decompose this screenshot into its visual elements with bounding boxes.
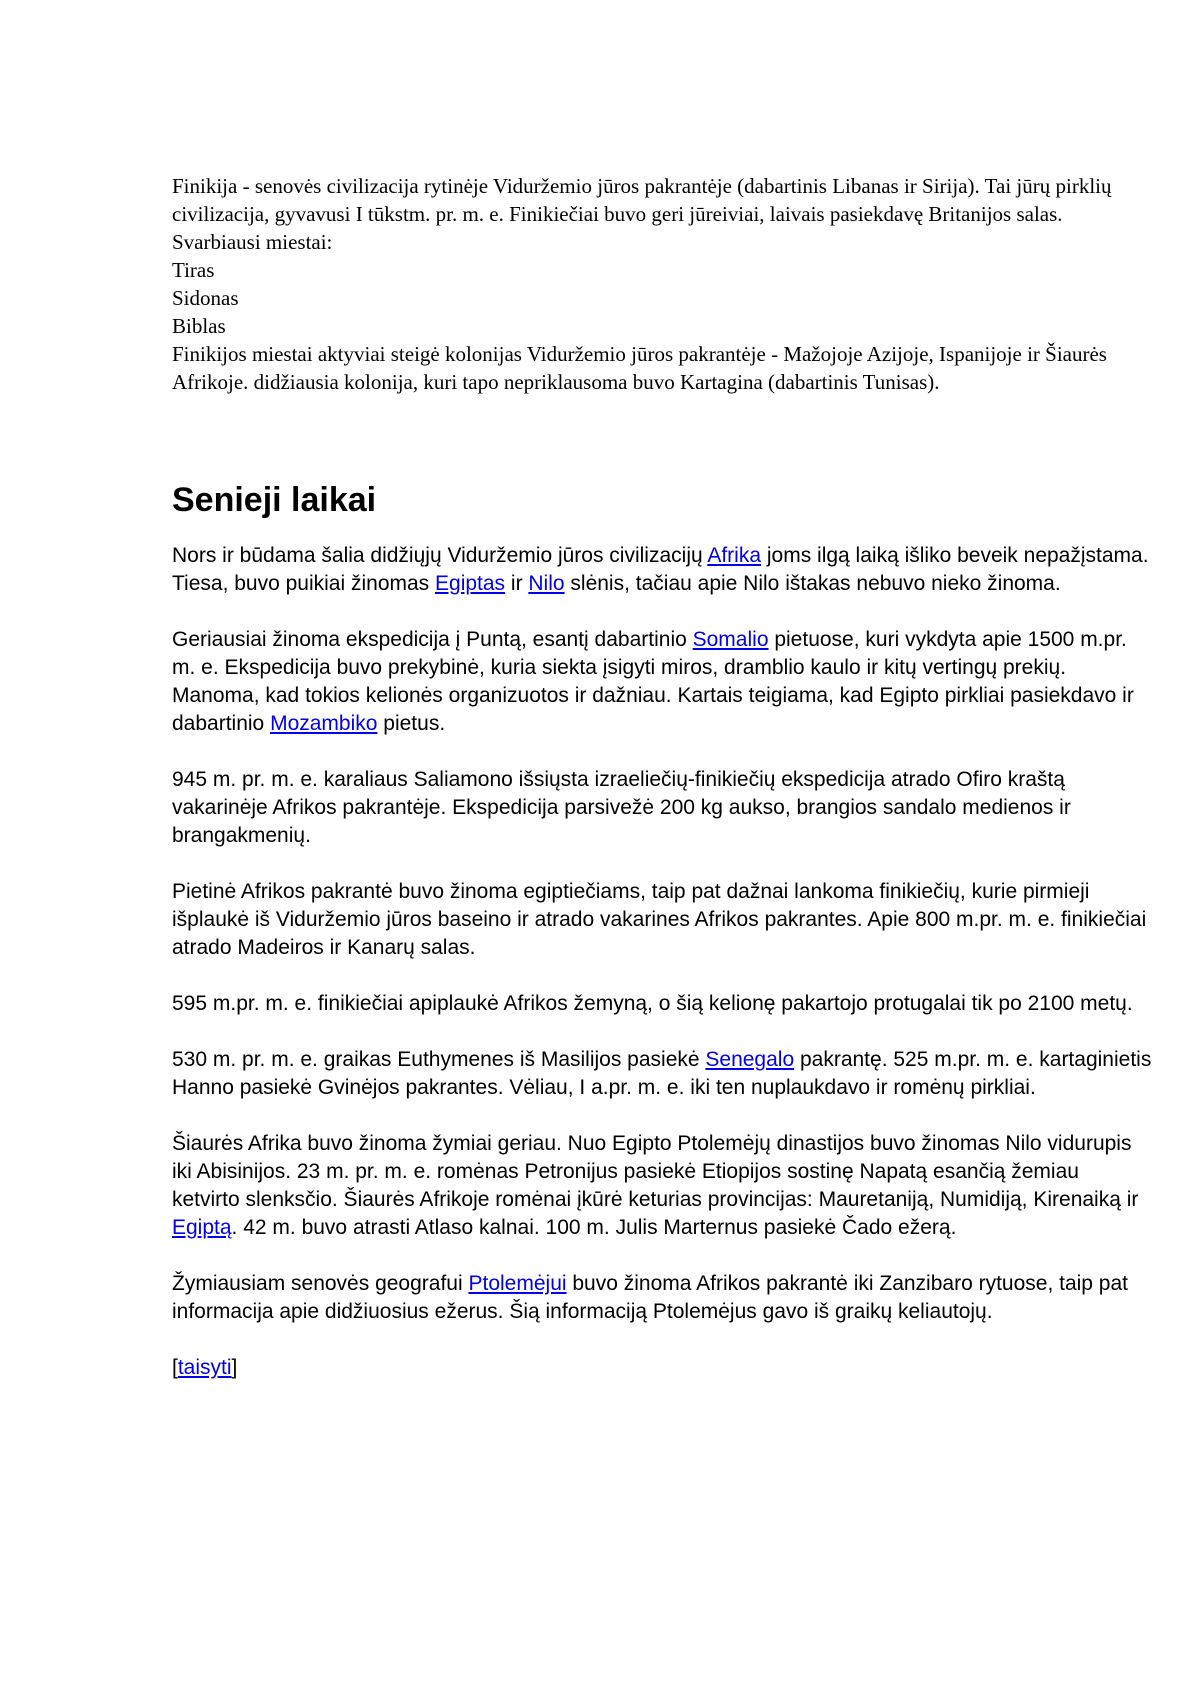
paragraph-ofiras: 945 m. pr. m. e. karaliaus Saliamono išsiųsta izraeliečių-finikiečių ekspedicija atrado Ofiro kraštą vakarinėje Afrikos pakrantėje. Ekspedicija parsivežė 200 kg aukso, brangios sandalo medienos ir brangakmenių. bbox=[172, 768, 1071, 847]
link-mozambiko[interactable]: Mozambiko bbox=[270, 712, 378, 735]
link-egipta[interactable]: Egiptą bbox=[172, 1216, 232, 1239]
paragraph-apiplaukimas: 595 m.pr. m. e. finikiečiai apiplaukė Afrikos žemyną, o šią kelionę pakartojo protugalai tik po 2100 metų. bbox=[172, 992, 1133, 1015]
paragraph-puntas: Geriausiai žinoma ekspedicija į Puntą, esantį dabartinio Somalio pietuose, kuri vykdyta apie 1500 m.pr. m. e. Ekspedicija buvo prekybinė, kuria siekta įsigyti miros, dramblio kaulo ir kitų vertingų prekių. Manoma, kad tokios kelionės organizuotos ir dažniau. Kartais teigiama, kad Egipto pirkliai pasiekdavo ir dabartinio Mozambiko pietus. bbox=[172, 628, 1134, 735]
link-ptolemejui[interactable]: Ptolemėjui bbox=[468, 1272, 567, 1295]
section-heading: Senieji laikai bbox=[172, 481, 377, 519]
paragraph-africa: Nors ir būdama šalia didžiųjų Viduržemio jūros civilizacijų Afrika joms ilgą laiką išliko beveik nepažįstama. Tiesa, buvo puikiai žinomas Egiptas ir Nilo slėnis, tačiau apie Nilo ištakas nebuvo nieko žinoma. bbox=[172, 544, 1149, 595]
document-page bbox=[172, 172, 1152, 1410]
list-item: Tiras bbox=[172, 258, 215, 282]
paragraph-siaures-afrika: Šiaurės Afrika buvo žinoma žymiai geriau. Nuo Egipto Ptolemėjų dinastijos buvo žinomas Nilo vidurupis iki Abisinijos. 23 m. pr. m. e. romėnas Petronijus pasiekė Etiopijos sostinę Napatą esančią žemiau ketvirto slenksčio. Šiaurės Afrikoje romėnai įkūrė keturias provincijas: Mauretaniją, Numidiją, Kirenaiką ir Egiptą. 42 m. buvo atrasti Atlaso kalnai. 100 m. Julis Marternus pasiekė Čado ežerą. bbox=[172, 1132, 1139, 1239]
colonies-paragraph: Finikijos miestai aktyviai steigė kolonijas Viduržemio jūros pakrantėje - Mažojoje Azijoje, Ispanijoje ir Šiaurės Afrikoje. didžiausia kolonija, kuri tapo nepriklausoma buvo Kartagina (dabartinis Tunisas). bbox=[172, 342, 1107, 394]
paragraph-ptolemejus: Žymiausiam senovės geografui Ptolemėjui buvo žinoma Afrikos pakrantė iki Zanzibaro rytuose, taip pat informacija apie didžiuosius ežerus. Šią informaciją Ptolemėjus gavo iš graikų keliautojų. bbox=[172, 1272, 1128, 1323]
city-list bbox=[172, 256, 1152, 340]
link-afrika[interactable]: Afrika bbox=[707, 544, 762, 567]
edit-link[interactable]: taisyti bbox=[177, 1356, 232, 1379]
link-egiptas[interactable]: Egiptas bbox=[435, 572, 506, 595]
intro-paragraph: Finikija - senovės civilizacija rytinėje Viduržemio jūros pakrantėje (dabartinis Libanas ir Sirija). Tai jūrų pirklių civilizacija, gyvavusi I tūkstm. pr. m. e. Finikiečiai buvo geri jūreiviai, laivais pasiekdavę Britanijos salas. Svarbiausi miestai: bbox=[172, 174, 1112, 254]
paragraph-pietine: Pietinė Afrikos pakrantė buvo žinoma egiptiečiams, taip pat dažnai lankoma finikiečių, kurie pirmieji išplaukė iš Viduržemio jūros baseino ir atrado vakarines Afrikos pakrantes. Apie 800 m.pr. m. e. finikiečiai atrado Madeiros ir Kanarų salas. bbox=[172, 880, 1147, 959]
intro-block bbox=[172, 172, 1152, 396]
paragraph-euthymenes: 530 m. pr. m. e. graikas Euthymenes iš Masilijos pasiekė Senegalo pakrantę. 525 m.pr. m. e. kartaginietis Hanno pasiekė Gvinėjos pakrantes. Vėliau, I a.pr. m. e. iki ten nuplaukdavo ir romėnų pirkliai. bbox=[172, 1048, 1152, 1099]
link-senegalo[interactable]: Senegalo bbox=[705, 1048, 795, 1071]
list-item: Biblas bbox=[172, 314, 226, 338]
list-item: Sidonas bbox=[172, 286, 239, 310]
link-somalio[interactable]: Somalio bbox=[692, 628, 769, 651]
edit-section: [taisyti] bbox=[172, 1356, 238, 1379]
section-body bbox=[172, 542, 1152, 1382]
link-nilo[interactable]: Nilo bbox=[528, 572, 565, 595]
